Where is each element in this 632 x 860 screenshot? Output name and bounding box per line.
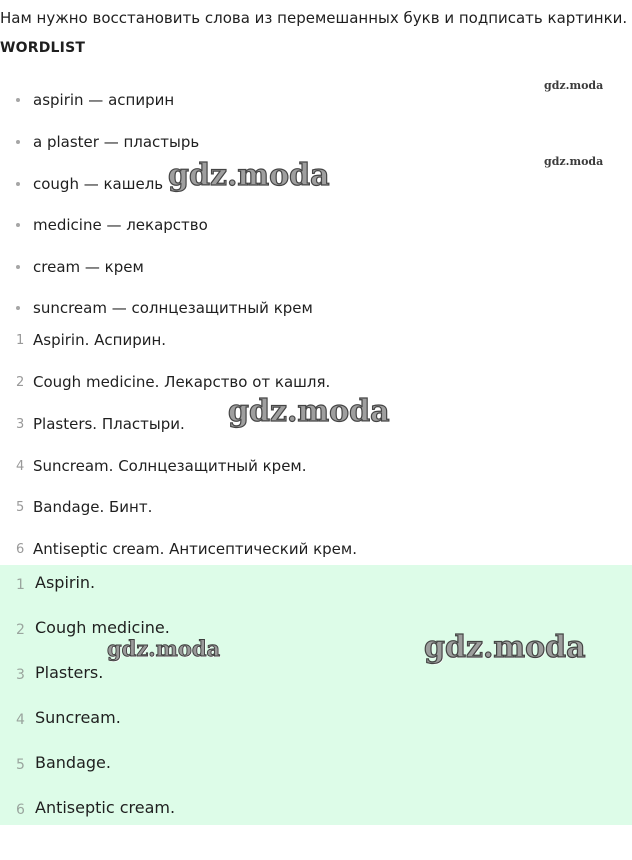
item-number: 5 xyxy=(16,757,25,773)
answer-text: Suncream. xyxy=(35,708,121,727)
translation-text: Bandage. Бинт. xyxy=(33,498,153,516)
bullet-icon xyxy=(16,98,20,102)
watermark: gdz.moda xyxy=(107,636,221,661)
wordlist-item-text: suncream — солнцезащитный крем xyxy=(33,299,313,317)
item-number: 2 xyxy=(16,375,25,390)
wordlist-heading: WORDLIST xyxy=(0,40,86,56)
answer-text: Antiseptic cream. xyxy=(35,798,176,817)
item-number: 4 xyxy=(16,459,25,474)
translation-text: Antiseptic cream. Антисептический крем. xyxy=(33,540,357,558)
watermark: gdz.moda xyxy=(424,630,586,665)
translation-text: Plasters. Пластыри. xyxy=(33,415,185,433)
item-number: 2 xyxy=(16,622,25,638)
item-number: 3 xyxy=(16,417,25,432)
item-number: 6 xyxy=(16,542,25,557)
wordlist-item-text: a plaster — пластырь xyxy=(33,133,200,151)
wordlist-item-text: aspirin — аспирин xyxy=(33,91,175,109)
item-number: 1 xyxy=(16,333,25,348)
bullet-icon xyxy=(16,140,20,144)
bullet-icon xyxy=(16,182,20,186)
item-number: 6 xyxy=(16,802,25,818)
wordlist-item-text: medicine — лекарство xyxy=(33,216,208,234)
bullet-icon xyxy=(16,223,20,227)
intro-text: Нам нужно восстановить слова из перемешанных букв и подписать картинки. xyxy=(0,9,628,27)
answer-text: Aspirin. xyxy=(35,573,96,592)
answer-text: Plasters. xyxy=(35,663,104,682)
answer-text: Bandage. xyxy=(35,753,111,772)
bullet-icon xyxy=(16,306,20,310)
watermark: gdz.moda xyxy=(168,158,330,193)
watermark: gdz.moda xyxy=(228,394,390,429)
wordlist-item-text: cough — кашель xyxy=(33,175,164,193)
item-number: 4 xyxy=(16,712,25,728)
translation-text: Suncream. Солнцезащитный крем. xyxy=(33,457,307,475)
watermark: gdz.moda xyxy=(544,155,604,168)
translation-text: Cough medicine. Лекарство от кашля. xyxy=(33,373,331,391)
answer-box xyxy=(0,565,632,825)
answer-text: Cough medicine. xyxy=(35,618,170,637)
item-number: 3 xyxy=(16,667,25,683)
item-number: 5 xyxy=(16,500,25,515)
translation-text: Aspirin. Аспирин. xyxy=(33,331,167,349)
wordlist-item-text: cream — крем xyxy=(33,258,144,276)
bullet-icon xyxy=(16,265,20,269)
item-number: 1 xyxy=(16,577,25,593)
watermark: gdz.moda xyxy=(544,79,604,92)
